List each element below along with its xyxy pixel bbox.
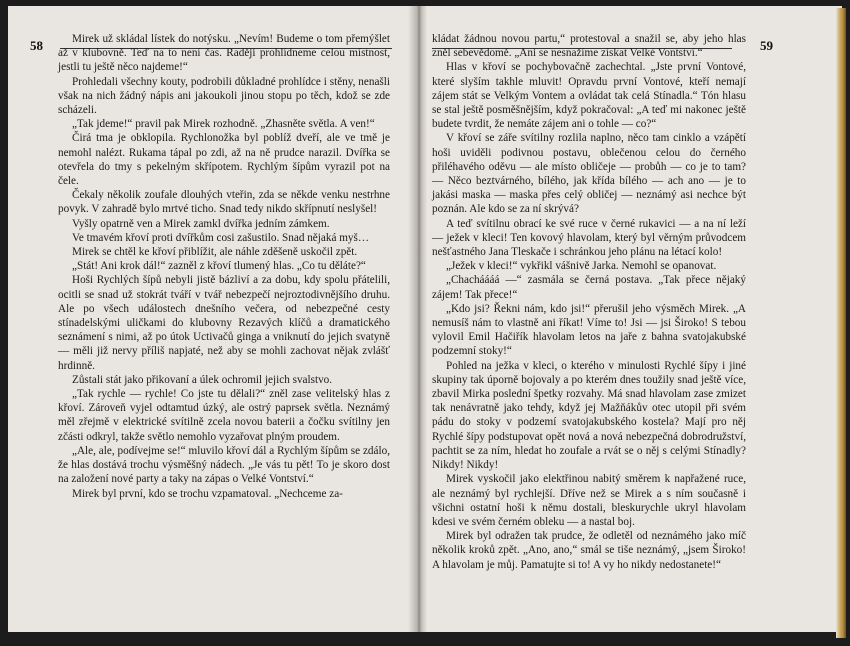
right-page-text <box>432 32 746 572</box>
book-cover-edge <box>836 8 846 638</box>
paragraph: Vyšly opatrně ven a Mirek zamkl dvířka jedním zámkem. <box>72 217 330 230</box>
paragraph: „Kdo jsi? Řekni nám, kdo jsi!“ přerušil jeho výsměch Mirek. „A nemusíš nám to vlastně ani říkat! Víme to! Jsi — jsi Široko! S tebou vylovil Emil Hačiřík hlavolam letos na jaře z bahna svatojakubské podzemní stoky!“ <box>432 302 746 358</box>
paragraph: Čirá tma je obklopila. Rychlonožka byl poblíž dveří, ale ve tmě je nemohl nalézt. Rukama tápal po zdi, až na ně prudce narazil. Dvířka se otevřela do tmy s pekelným skřípotem. Rychlým šípům vyrazil pot na čele. <box>58 132 390 188</box>
paragraph: „Ježek v kleci!“ vykřikl vášnivě Jarka. Nemohl se opanovat. <box>446 260 717 273</box>
paragraph: Pohled na ježka v kleci, o kterého v minulosti Rychlé šípy i jiné skupiny tak úporně bojovaly a po kterém dnes toužily snad ještě více, zbavil Mirka poslední špetky rozvahy. Má snad hlavolam zase zmizet tak nenávratně jako tehdy, když jej Mažňákův otec utopil při svém pádu do stoky v podzemí svatojakubského kostela? Mají pro něj Rychlé šípy podstupovat opět nová a nová nebezpečná dobrodružství, pachtit se za ním, hledat ho zoufale a rvát se o něj s celými Stínadly? Nikdy! Nikdy! <box>432 359 746 472</box>
page-number-right: 59 <box>760 38 773 53</box>
paragraph: Mirek už skládal lístek do notýsku. „Nevím! Budeme o tom přemýšlet až v klubovně. Teď na to není čas. Raději prohlídneme celou místnost, jestli tu ještě něco najdeme!“ <box>58 33 390 74</box>
paragraph: kládat žádnou novou partu,“ protestoval a snažil se, aby jeho hlas zněl sebevědomě. „Ani se nesnažíme získat Velké Vontství.“ <box>432 33 746 60</box>
paragraph: „Tak jdeme!“ pravil pak Mirek rozhodně. „Zhasněte světla. A ven!“ <box>72 118 375 131</box>
paragraph: Mirek byl první, kdo se trochu vzpamatoval. „Nechceme za- <box>72 487 343 500</box>
paragraph: Mirek vyskočil jako elektřinou nabitý směrem k napřažené ruce, ale neznámý byl rychlejší. Dříve než se Mirek a s ním současně i všichni ostatní hoši k němu dostali, bleskurychle ukryl hlavolam kdesi ve svém černém obleku — a nastal boj. <box>432 473 746 528</box>
paragraph: „Ale, ale, podívejme se!“ mluvilo křoví dál a Rychlým šípům se zdálo, že hlas dostává trochu výsměšný nádech. „Je vás tu pět! To je skoro dost na založení nové party a taky na zápas o Velké Vontství.“ <box>58 444 390 486</box>
paragraph: Čekaly několik zoufale dlouhých vteřin, zda se někde venku nestrhne povyk. V zahradě bylo mrtvé ticho. Snad tedy nikdo skřípnutí neslyšel! <box>58 189 390 216</box>
paragraph: V křoví se záře svítilny rozlila naplno, něco tam cinklo a vzápětí hoši uviděli podivnou postavu, oblečenou celou do černého přiléhavého oděvu — ale místo obličeje — probůh — co je to tam? — Něco beztvárného, bílého, jak křída bílého — ach ano — je to jakási maska — maska přes celý obličej — neznámý asi nechce být poznán. Ale kdo se za ní skrývá? <box>432 132 746 216</box>
book-spine <box>408 6 428 632</box>
left-page-text <box>58 32 390 501</box>
paragraph: Prohledali všechny kouty, podrobili důkladné prohlídce i stěny, nenašli však na nich žádný nápis ani jakoukoli jinou stopu po těch, kdož se zde scházeli. <box>58 75 390 117</box>
paragraph: Zůstali stát jako přikovaní a úlek ochromil jejich svalstvo. <box>72 373 333 386</box>
page-number-left: 58 <box>30 38 43 53</box>
paragraph: Hlas v křoví se pochybovačně zachechtal. „Jste první Vontové, které slyším takhle mluvit! Opravdu první Vontové, kteří nemají zájem stát se Velkým Vontem a ovládat tak celá Stínadla.“ Tón hlasu se stal ještě posměšnějším, když pokračoval: „A teď mi nakonec ještě budete tvrdit, že nemáte zájem ani o tohle — co?“ <box>432 61 746 131</box>
paragraph: Mirek se chtěl ke křoví přiblížit, ale náhle zděšeně uskočil zpět. <box>72 246 358 259</box>
paragraph: Ve tmavém křoví proti dvířkům cosi zašustilo. Snad nějaká myš… <box>72 231 370 244</box>
paragraph: Mirek byl odražen tak prudce, že odletěl od neznámého jako míč několik kroků zpět. „Ano, ano,“ smál se tiše neznámý, „jsem Široko! A hlavolam je můj. Pamatujte si to! A vy ho nikdy nedostanete!“ <box>432 530 746 571</box>
paragraph: „Stát! Ani krok dál!“ zazněl z křoví tlumený hlas. „Co tu děláte?“ <box>72 260 366 273</box>
paragraph: „Chacháááá —“ zasmála se černá postava. „Tak přece nějaký zájem! Tak přece!“ <box>432 274 746 301</box>
paragraph: A teď svítilnu obrací ke své ruce v černé rukavici — a na ní leží — ježek v kleci! Ten kovový hlavolam, který byl věrným průvodcem nešťastného Jana Tleskače i schránkou jeho plánu na létací kolo! <box>432 217 746 259</box>
paragraph: „Tak rychle — rychle! Co jste tu dělali?“ zněl zase velitelský hlas z křoví. Zároveň vyjel odtamtud úzký, ale ostrý paprsek světla. Neznámý měl zřejmě v elektrické svítilně zcela novou baterii a čočku svítilny jen zčásti odkryl, takže světlo nemohlo vyzařovat plným proudem. <box>58 388 390 443</box>
paragraph: Hoši Rychlých šípů nebyli jistě bázliví a za dobu, kdy spolu přátelili, ocitli se snad už stokrát tváří v tvář nebezpečí nejroztodivnějšího druhu. Ale po všech událostech dnešního večera, od nebezpečné cesty stínadelskými uličkami do klubovny Rezavých klíčů a dramatického seznámení s nimi, až po útok Uctivačů ginga a vniknutí do jejich svatyně — měli již nervy příliš napjaté, než aby se mohli zachovat nějak zvlášť hrdinně. <box>58 274 390 372</box>
